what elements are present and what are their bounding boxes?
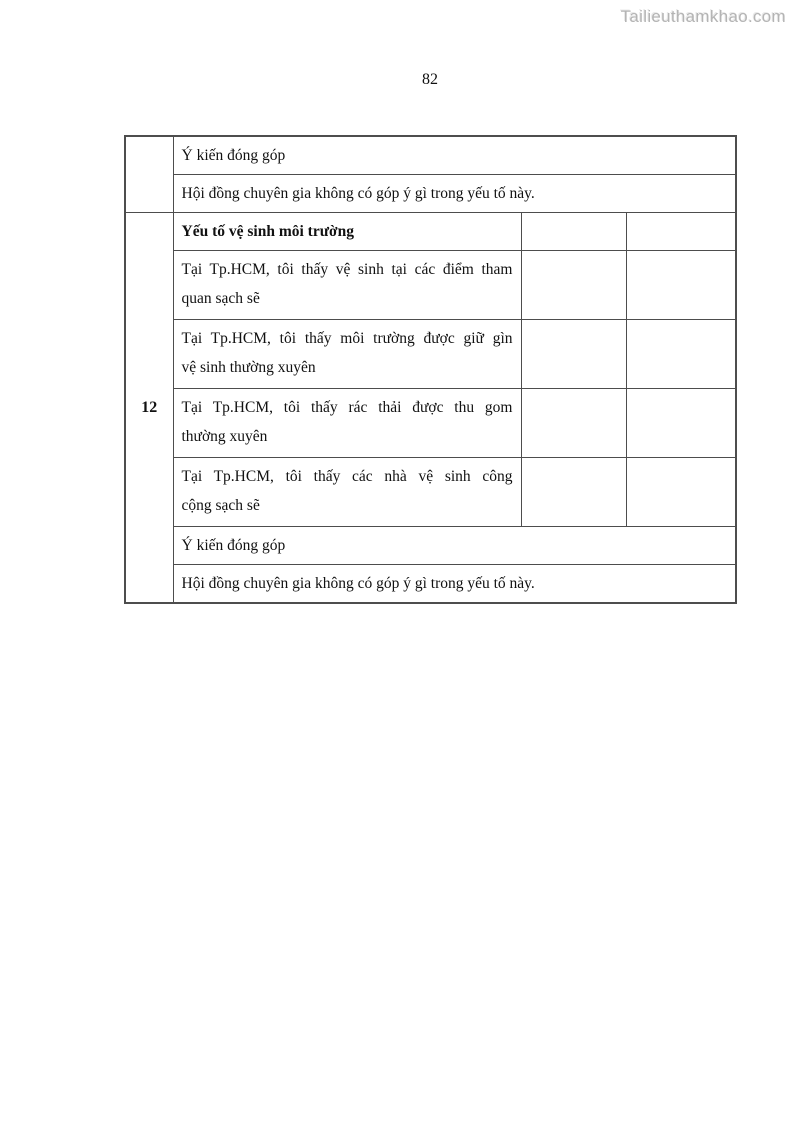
feedback-label-cell: Ý kiến đóng góp [173, 136, 736, 175]
table-row [125, 213, 736, 251]
rating-cell [626, 213, 736, 251]
feedback-text-cell: Hội đồng chuyên gia không có góp ý gì trong yếu tố này. [173, 175, 736, 213]
watermark-text: Tailieuthamkhao.com [620, 7, 786, 26]
rating-cell [521, 213, 626, 251]
table-row [125, 527, 736, 565]
table-row [125, 565, 736, 604]
page-number: 82 [422, 71, 438, 88]
statement-line: vệ sinh thường xuyên [181, 359, 316, 376]
statement-cell [173, 320, 521, 389]
rating-cell [626, 458, 736, 527]
statement-line: Tại Tp.HCM, tôi thấy môi trường được giữ gìn [181, 330, 513, 347]
row-number-cell: 12 [125, 213, 173, 604]
feedback-text-cell: Hội đồng chuyên gia không có góp ý gì trong yếu tố này. [173, 565, 736, 604]
statement-line: Tại Tp.HCM, tôi thấy vệ sinh tại các điểm tham [181, 261, 513, 278]
table-row [125, 251, 736, 320]
statement-line: thường xuyên [181, 428, 268, 445]
table-row [125, 458, 736, 527]
rating-cell [626, 320, 736, 389]
table-row [125, 389, 736, 458]
rating-cell [521, 389, 626, 458]
rating-cell [521, 320, 626, 389]
statement-cell [173, 389, 521, 458]
rating-cell [626, 251, 736, 320]
survey-table [124, 135, 737, 604]
table-row [125, 175, 736, 213]
statement-line: Tại Tp.HCM, tôi thấy các nhà vệ sinh công [181, 468, 513, 485]
statement-cell [173, 251, 521, 320]
statement-line: quan sạch sẽ [181, 290, 260, 307]
table-row [125, 320, 736, 389]
statement-cell [173, 458, 521, 527]
row-number-cell-empty [125, 136, 173, 213]
rating-cell [626, 389, 736, 458]
statement-line: Tại Tp.HCM, tôi thấy rác thải được thu gom [181, 399, 513, 416]
feedback-label-cell: Ý kiến đóng góp [173, 527, 736, 565]
section-header-cell: Yếu tố vệ sinh môi trường [173, 213, 521, 251]
rating-cell [521, 458, 626, 527]
statement-line: cộng sạch sẽ [181, 497, 260, 514]
rating-cell [521, 251, 626, 320]
table-row [125, 136, 736, 175]
